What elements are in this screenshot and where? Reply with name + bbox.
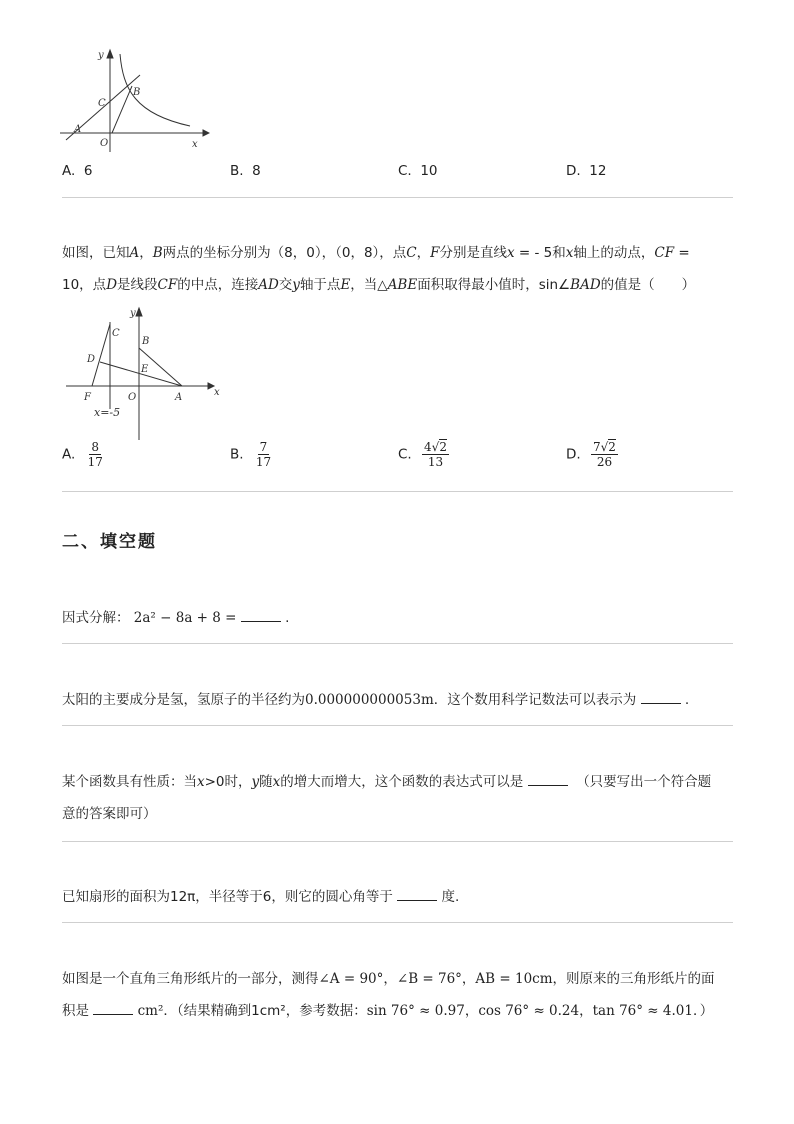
fraction: $\frac{7}{17}$	[255, 440, 272, 469]
label-o: O	[128, 392, 137, 403]
x-axis-arrow	[203, 130, 209, 136]
segment-ob	[112, 86, 132, 133]
option-c[interactable]: C. 10	[398, 163, 438, 179]
answer-blank[interactable]	[241, 621, 281, 622]
label-c: C	[112, 328, 120, 339]
divider	[62, 922, 733, 923]
option-b[interactable]: B. 8	[230, 163, 261, 179]
label-f: F	[84, 392, 91, 403]
label-d: D	[87, 354, 96, 365]
question-func-line2: 意的答案即可）	[62, 806, 157, 822]
triangle-figure	[64, 304, 229, 442]
label-c: C	[98, 98, 106, 109]
answer-blank[interactable]	[528, 785, 568, 786]
option-a[interactable]: A. $\frac{8}{17}$	[62, 440, 103, 469]
option-d[interactable]: D. 12	[566, 163, 607, 179]
answer-blank[interactable]	[397, 900, 437, 901]
divider	[62, 643, 733, 644]
y-axis-arrow	[136, 308, 142, 316]
divider	[62, 491, 733, 492]
section-title: 二、填空题	[62, 532, 157, 552]
y-axis-arrow	[107, 50, 113, 58]
fraction: $\frac{7√2}{26}$	[592, 440, 616, 469]
label-e: E	[141, 364, 149, 375]
question-sun: 太阳的主要成分是氢，氢原子的半径约为0.000000000053m．这个数用科学记数法可以表示为 .	[62, 692, 690, 708]
divider	[62, 197, 733, 198]
label-x-eq: x=-5	[94, 406, 121, 419]
label-x: x	[192, 139, 198, 150]
fraction: $\frac{8}{17}$	[87, 440, 103, 469]
label-a: A	[175, 392, 183, 403]
question-sector: 已知扇形的面积为12π，半径等于6，则它的圆心角等于 度.	[62, 889, 460, 905]
label-b: B	[133, 87, 141, 98]
hyperbola-figure	[60, 44, 210, 154]
option-d[interactable]: D. $\frac{7√2}{26}$	[566, 440, 616, 469]
option-c[interactable]: C. $\frac{4√2}{13}$	[398, 440, 447, 469]
label-y: y	[98, 50, 104, 61]
fraction: $\frac{4√2}{13}$	[424, 440, 447, 469]
answer-blank[interactable]	[641, 703, 681, 704]
divider	[62, 725, 733, 726]
option-a[interactable]: A. 6	[62, 163, 93, 179]
question-sin-line1: 如图，已知A，B两点的坐标分别为（8，0），（0，8），点C，F分别是直线x = - 5和x轴上的动点，CF =	[62, 245, 690, 261]
divider	[62, 841, 733, 842]
label-a: A	[74, 124, 82, 135]
label-y: y	[130, 308, 136, 319]
label-b: B	[142, 336, 150, 347]
answer-blank[interactable]	[93, 1014, 133, 1015]
question-triangle-line2: 积是 cm²．（结果精确到1cm²，参考数据：sin 76° ≈ 0.97，cos 76° ≈ 0.24，tan 76° ≈ 4.01．）	[62, 1003, 714, 1019]
question-sin-line2: 10，点D是线段CF的中点，连接AD交y轴于点E，当△ABE面积取得最小值时，sin∠BAD的值是（ ）	[62, 277, 696, 293]
question-triangle-line1: 如图是一个直角三角形纸片的一部分，测得∠A = 90°，∠B = 76°，AB = 10cm，则原来的三角形纸片的面	[62, 971, 715, 987]
label-x: x	[214, 387, 220, 398]
question-func-line1: 某个函数具有性质：当x>0时，y随x的增大而增大，这个函数的表达式可以是 （只要写出一个符合题	[62, 774, 712, 790]
question-factor: 因式分解： 2a² − 8a + 8 = .	[62, 610, 290, 626]
label-o: O	[100, 138, 109, 149]
option-b[interactable]: B. $\frac{7}{17}$	[230, 440, 272, 469]
